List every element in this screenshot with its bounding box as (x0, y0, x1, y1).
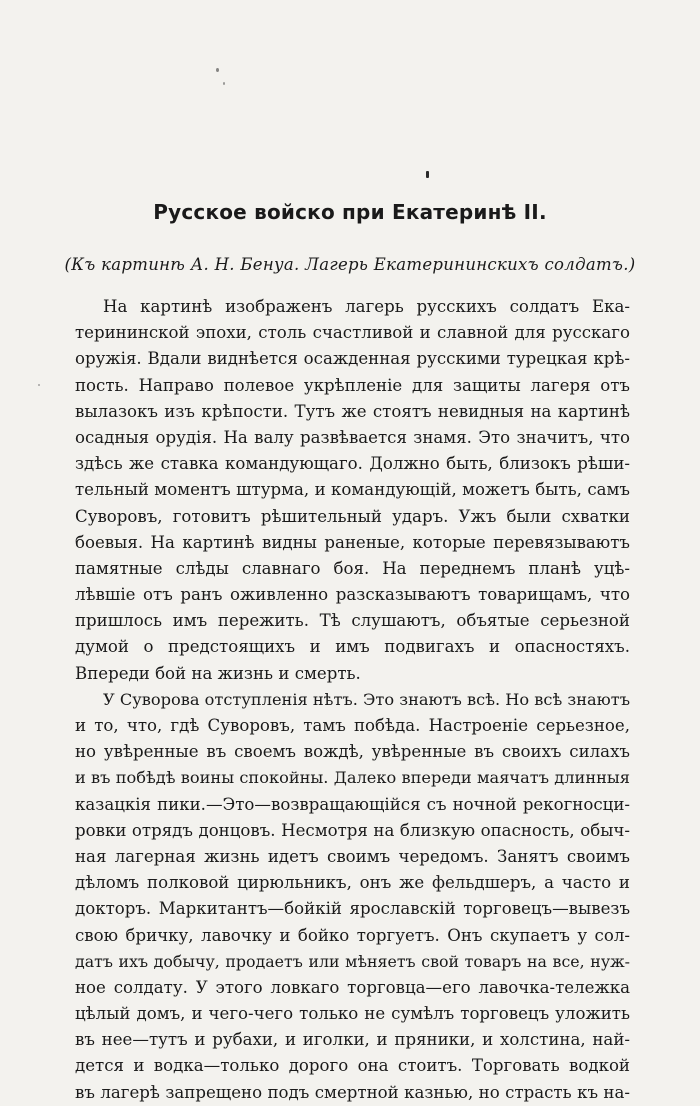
text-line: и то, что, гдѣ Суворовъ, тамъ побѣда. Настроеніе серьезное, (75, 716, 630, 735)
text-line: думой о предстоящихъ и имъ подвигахъ и опасностяхъ. (75, 637, 630, 657)
text-line: На картинѣ изображенъ лагерь русскихъ солдатъ Ека- (103, 297, 630, 316)
article-body (75, 294, 630, 1106)
text-line: осадныя орудія. На валу развѣвается знамя. Это значитъ, что (75, 427, 630, 447)
text-line: ное солдату. У этого ловкаго торговца—его лавочка-тележка (75, 977, 630, 997)
text-line: казацкія пики.—Это—возвращающійся съ ночной рекогносци- (75, 794, 630, 814)
article-title: Русское войско при Екатеринѣ II. (153, 200, 547, 224)
text-line: Впереди бой на жизнь и смерть. (75, 663, 361, 683)
paragraph-2 (75, 687, 630, 1106)
text-line: вылазокъ изъ крѣпости. Тутъ же стоятъ невидныя на картинѣ (75, 401, 630, 421)
text-line: цѣлый домъ, и чего-чего только не сумѣлъ торговецъ уложить (75, 1004, 630, 1024)
text-line: свою бричку, лавочку и бойко торгуетъ. Онъ скупаетъ у сол- (75, 925, 630, 945)
text-line: докторъ. Маркитантъ—бойкій ярославскій торговецъ—вывезъ (75, 899, 630, 919)
ink-speck (426, 171, 429, 178)
text-line: датъ ихъ добычу, продаетъ или мѣняетъ свой товаръ на все, нуж- (75, 951, 630, 971)
text-line: дется и водка—только дорого она стоитъ. Торговать водкой (75, 1056, 630, 1076)
text-line: терининской эпохи, столь счастливой и славной для русскаго (75, 323, 630, 343)
text-line: но увѣренные въ своемъ вождѣ, увѣренные въ своихъ силахъ (75, 742, 630, 762)
text-line: ная лагерная жизнь идетъ своимъ чередомъ. Занятъ своимъ (75, 846, 630, 866)
text-line: Суворовъ, готовитъ рѣшительный ударъ. Ужъ были схватки (75, 506, 630, 526)
ink-speck (216, 68, 219, 72)
text-line: здѣсь же ставка командующаго. Должно быть, близокъ рѣши- (75, 454, 630, 474)
paragraph-1 (75, 294, 630, 687)
ink-speck (38, 384, 40, 386)
article-subtitle: (Къ картинѣ А. Н. Бенуа. Лагерь Екатерининскихъ солдатъ.) (64, 255, 636, 274)
text-line: оружія. Вдали виднѣется осажденная русскими турецкая крѣ- (75, 349, 630, 369)
text-line: У Суворова отступленія нѣтъ. Это знаютъ всѣ. Но всѣ знаютъ (103, 689, 630, 709)
text-line: боевыя. На картинѣ видны раненые, которые перевязываютъ (75, 532, 630, 552)
text-line: дѣломъ полковой цирюльникъ, онъ же фельдшеръ, а часто и (75, 873, 630, 893)
text-line: ровки отрядъ донцовъ. Несмотря на близкую опасность, обыч- (75, 820, 630, 840)
text-line: памятные слѣды славнаго боя. На переднемъ планѣ уцѣ- (75, 558, 630, 578)
text-line: пость. Направо полевое укрѣпленіе для защиты лагеря отъ (75, 375, 630, 395)
text-line: и въ побѣдѣ воины спокойны. Далеко впереди маячатъ длинныя (75, 768, 630, 788)
text-line: лѣвшіе отъ ранъ оживленно разсказываютъ товарищамъ, что (75, 585, 630, 605)
text-line: въ нее—тутъ и рубахи, и иголки, и пряники, и холстина, най- (75, 1030, 630, 1050)
ink-speck (223, 82, 225, 85)
text-line: въ лагерѣ запрещено подъ смертной казнью, но страсть къ на- (75, 1082, 630, 1102)
text-line: тельный моментъ штурма, и командующій, можетъ быть, самъ (75, 480, 630, 500)
text-line: пришлось имъ пережить. Тѣ слушаютъ, объятые серьезной (75, 611, 630, 631)
